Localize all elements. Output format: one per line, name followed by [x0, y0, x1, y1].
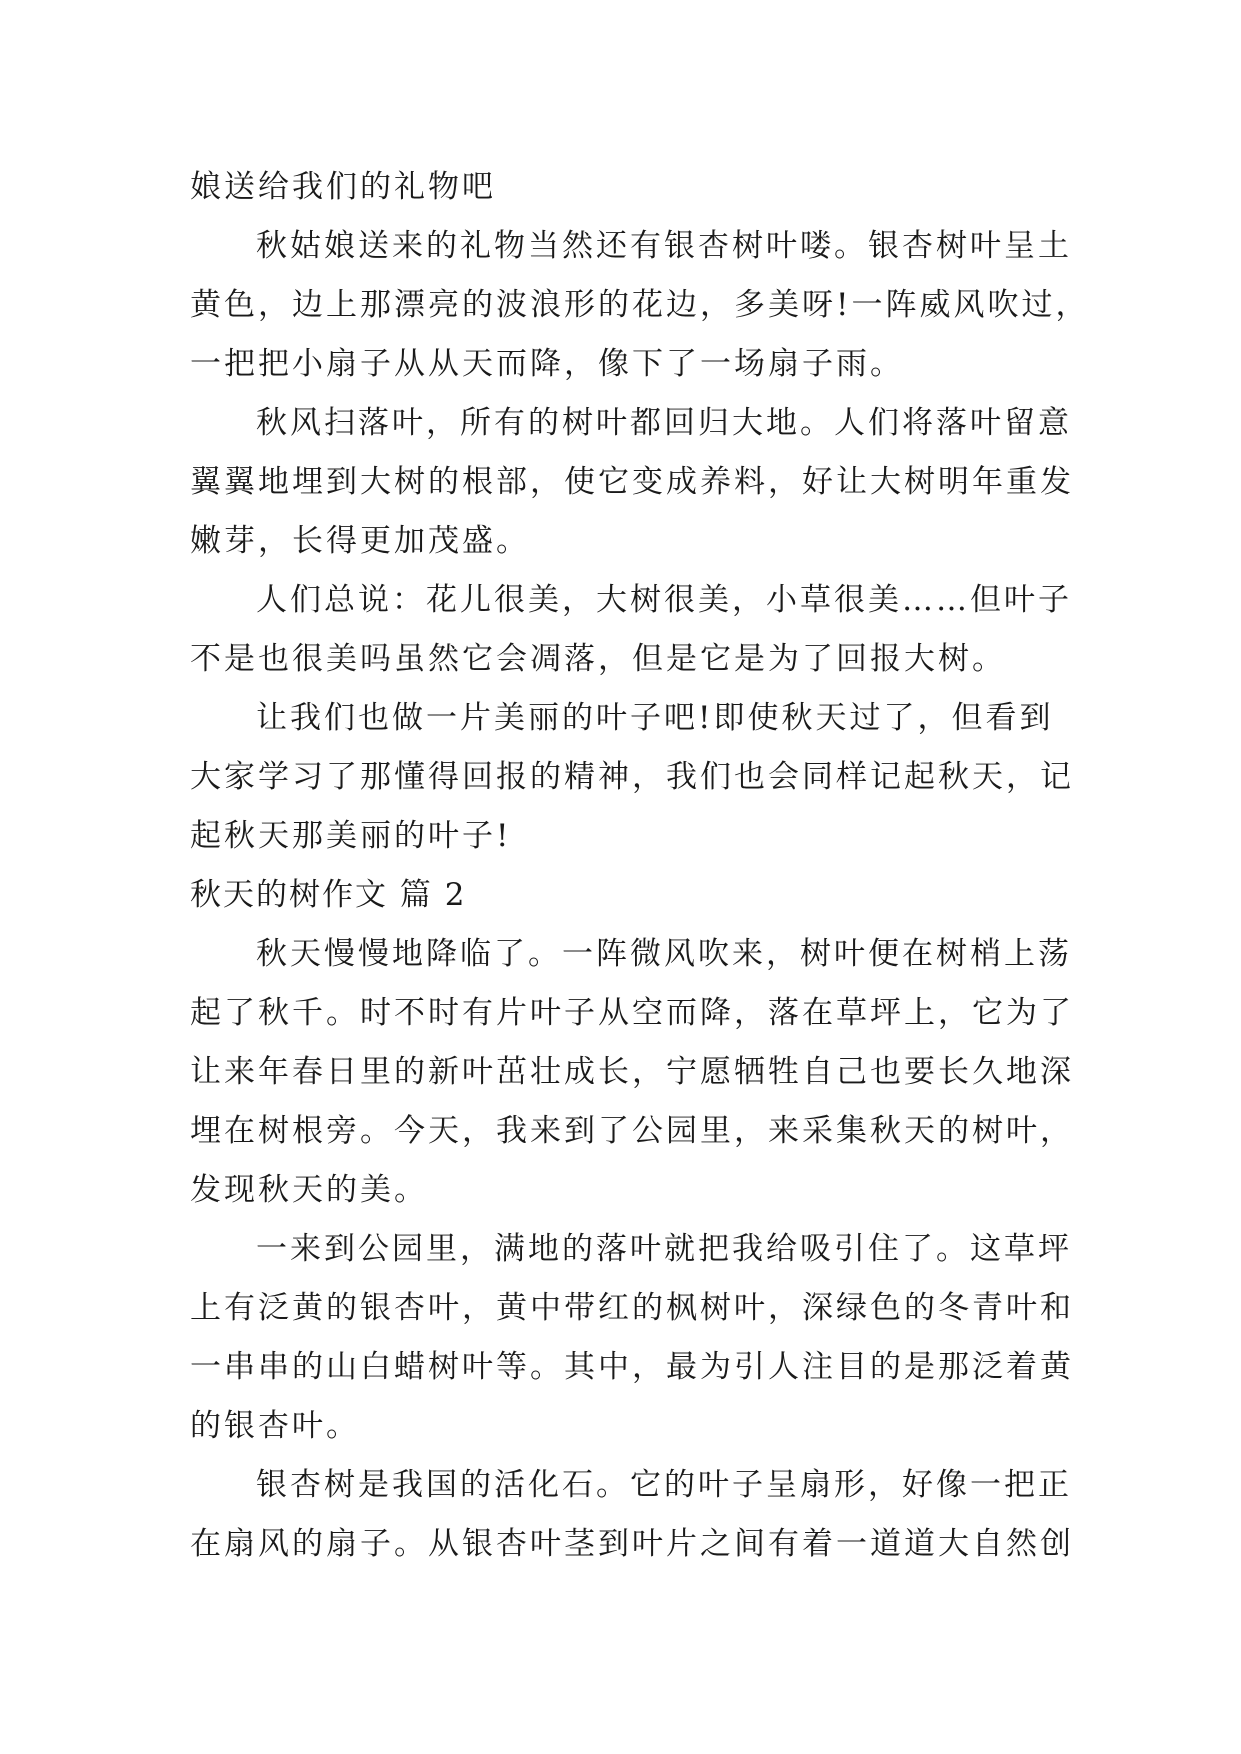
- essay-body: [190, 158, 1090, 1574]
- text-line: 一把把小扇子从从天而降，像下了一场扇子雨。: [190, 346, 904, 382]
- text-line: 在扇风的扇子。从银杏叶茎到叶片之间有着一道道大自然创: [190, 1526, 1074, 1562]
- text-line: 起了秋千。时不时有片叶子从空而降，落在草坪上，它为了: [190, 995, 1074, 1031]
- text-line: 娘送给我们的礼物吧: [190, 169, 496, 205]
- text-line: 一串串的山白蜡树叶等。其中，最为引人注目的是那泛着黄: [190, 1349, 1074, 1385]
- paragraph-first-line: 一来到公园里，满地的落叶就把我给吸引住了。这草坪: [256, 1231, 1072, 1267]
- text-line: 大家学习了那懂得回报的精神，我们也会同样记起秋天，记: [190, 759, 1074, 795]
- text-line: 不是也很美吗虽然它会凋落，但是它是为了回报大树。: [190, 641, 1006, 677]
- text-line: 发现秋天的美。: [190, 1172, 428, 1208]
- text-line: 埋在树根旁。今天，我来到了公园里，来采集秋天的树叶，: [190, 1113, 1074, 1149]
- paragraph-first-line: 人们总说：花儿很美，大树很美，小草很美……但叶子: [256, 582, 1072, 618]
- text-line: 起秋天那美丽的叶子!: [190, 818, 512, 854]
- paragraph-first-line: 让我们也做一片美丽的叶子吧!即使秋天过了，但看到: [256, 700, 1054, 736]
- text-line: 翼翼地埋到大树的根部，使它变成养料，好让大树明年重发: [190, 464, 1074, 500]
- section-heading: 秋天的树作文 篇 2: [190, 877, 467, 913]
- paragraph-first-line: 秋姑娘送来的礼物当然还有银杏树叶喽。银杏树叶呈土: [256, 228, 1072, 264]
- text-line: 的银杏叶。: [190, 1408, 360, 1444]
- text-line: 让来年春日里的新叶茁壮成长，宁愿牺牲自己也要长久地深: [190, 1054, 1074, 1090]
- paragraph-first-line: 秋天慢慢地降临了。一阵微风吹来，树叶便在树梢上荡: [256, 936, 1072, 972]
- paragraph-first-line: 秋风扫落叶，所有的树叶都回归大地。人们将落叶留意: [256, 405, 1072, 441]
- text-line: 上有泛黄的银杏叶，黄中带红的枫树叶，深绿色的冬青叶和: [190, 1290, 1074, 1326]
- text-line: 黄色，边上那漂亮的波浪形的花边，多美呀!一阵威风吹过，: [190, 287, 1090, 323]
- paragraph-first-line: 银杏树是我国的活化石。它的叶子呈扇形，好像一把正: [256, 1467, 1072, 1503]
- text-line: 嫩芽，长得更加茂盛。: [190, 523, 530, 559]
